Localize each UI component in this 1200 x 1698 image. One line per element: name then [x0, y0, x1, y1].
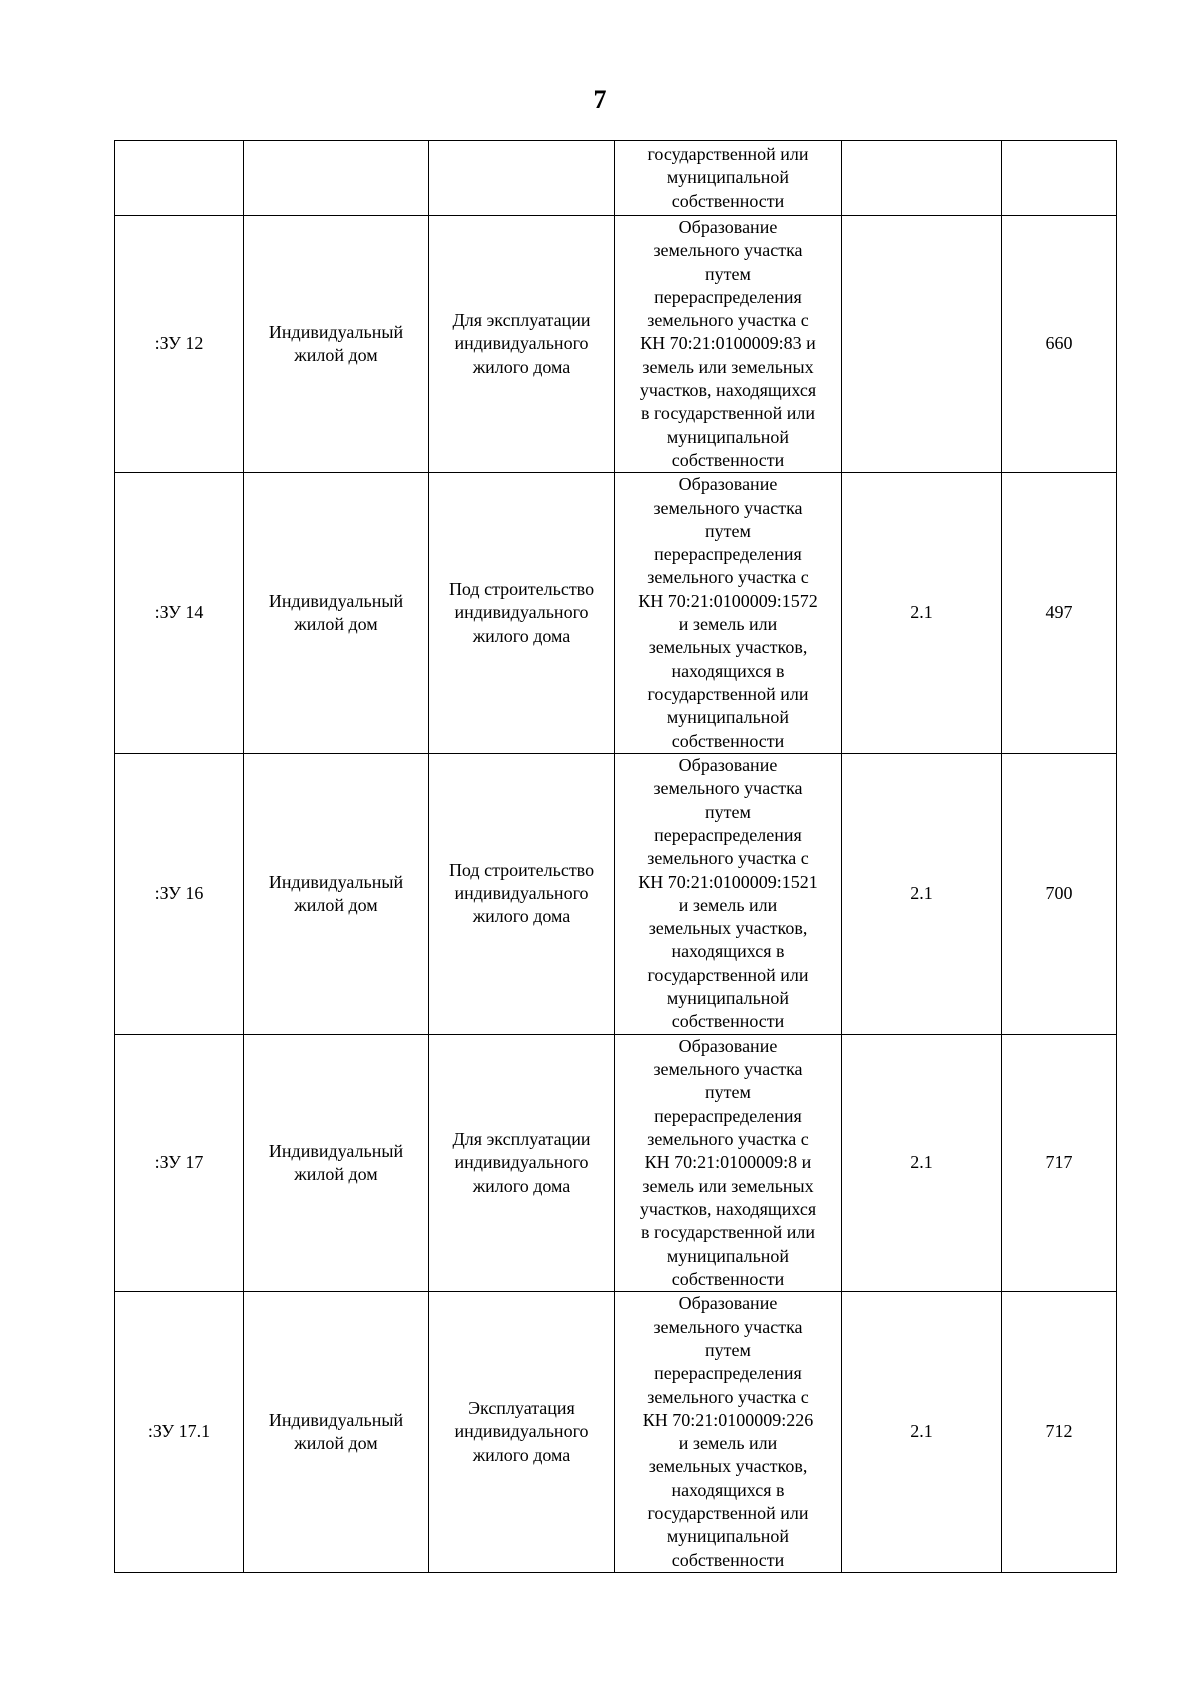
- permitted-use-cell: Под строительство индивидуального жилого дома: [429, 473, 615, 754]
- area-cell: 712: [1002, 1292, 1117, 1573]
- formation-method-cell: Образование земельного участка путем перераспределения земельного участка с КН 70:21:0100009:8 и земель или земельных участков, находящихся в государственной или муниципальной собственности: [615, 1034, 842, 1291]
- formation-method-cell: Образование земельного участка путем перераспределения земельного участка с КН 70:21:0100009:83 и земель или земельных участков, находящихся в государственной или муниципальной собственности: [615, 216, 842, 473]
- formation-method-cell: Образование земельного участка путем перераспределения земельного участка с КН 70:21:0100009:1521 и земель или земельных участков, находящихся в государственной или муниципальной собственности: [615, 753, 842, 1034]
- area-cell: 497: [1002, 473, 1117, 754]
- area-cell: 717: [1002, 1034, 1117, 1291]
- capital-object-cell: Индивидуальный жилой дом: [244, 473, 429, 754]
- zone-cell: 2.1: [842, 1034, 1002, 1291]
- page-number: 7: [593, 85, 607, 114]
- zone-cell: 2.1: [842, 1292, 1002, 1573]
- area-cell: 700: [1002, 753, 1117, 1034]
- capital-object-cell: Индивидуальный жилой дом: [244, 216, 429, 473]
- capital-object-cell: Индивидуальный жилой дом: [244, 1292, 429, 1573]
- zone-cell: [842, 216, 1002, 473]
- plot-designation-cell: :ЗУ 17: [115, 1034, 244, 1291]
- table-row: [115, 216, 1117, 473]
- plot-designation-cell: :ЗУ 14: [115, 473, 244, 754]
- plot-designation-cell: :ЗУ 17.1: [115, 1292, 244, 1573]
- formation-method-cell: Образование земельного участка путем перераспределения земельного участка с КН 70:21:0100009:226 и земель или земельных участков, находящихся в государственной или муниципальной собственности: [615, 1292, 842, 1573]
- table-row: [115, 753, 1117, 1034]
- plot-designation-cell: :ЗУ 12: [115, 216, 244, 473]
- plot-designation-cell: [115, 141, 244, 216]
- capital-object-cell: [244, 141, 429, 216]
- zone-cell: 2.1: [842, 473, 1002, 754]
- table-row: [115, 1292, 1117, 1573]
- land-plots-table: [114, 140, 1117, 1573]
- table-row: [115, 473, 1117, 754]
- permitted-use-cell: Для эксплуатации индивидуального жилого дома: [429, 216, 615, 473]
- table-row: [115, 141, 1117, 216]
- zone-cell: [842, 141, 1002, 216]
- area-cell: 660: [1002, 216, 1117, 473]
- capital-object-cell: Индивидуальный жилой дом: [244, 1034, 429, 1291]
- zone-cell: 2.1: [842, 753, 1002, 1034]
- plot-designation-cell: :ЗУ 16: [115, 753, 244, 1034]
- permitted-use-cell: Эксплуатация индивидуального жилого дома: [429, 1292, 615, 1573]
- area-cell: [1002, 141, 1117, 216]
- formation-method-cell: государственной или муниципальной собственности: [615, 141, 842, 216]
- table-row: [115, 1034, 1117, 1291]
- permitted-use-cell: Для эксплуатации индивидуального жилого дома: [429, 1034, 615, 1291]
- formation-method-cell: Образование земельного участка путем перераспределения земельного участка с КН 70:21:0100009:1572 и земель или земельных участков, находящихся в государственной или муниципальной собственности: [615, 473, 842, 754]
- permitted-use-cell: [429, 141, 615, 216]
- permitted-use-cell: Под строительство индивидуального жилого дома: [429, 753, 615, 1034]
- capital-object-cell: Индивидуальный жилой дом: [244, 753, 429, 1034]
